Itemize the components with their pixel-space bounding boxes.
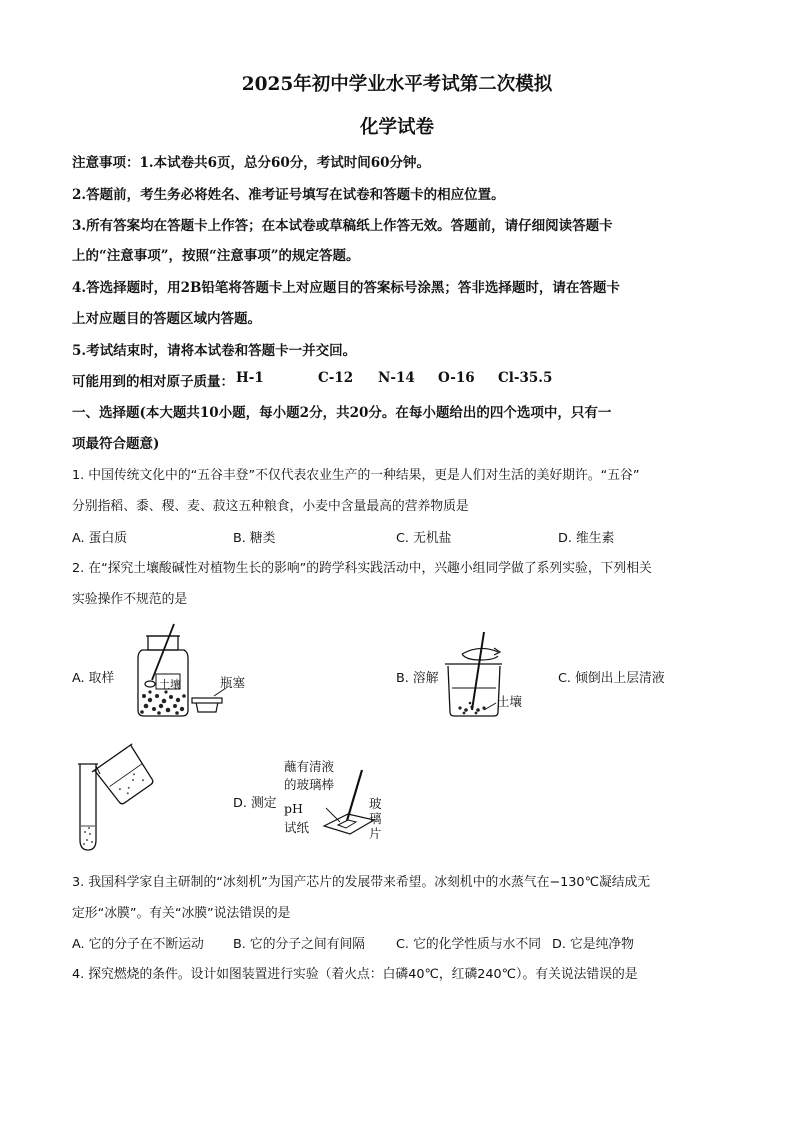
atomic-mass-cl: Cl-35.5 xyxy=(498,370,553,386)
atomic-mass-c: C-12 xyxy=(318,370,354,386)
q1-option-a: A. 蛋白质 xyxy=(72,531,128,546)
q1-stem-line-1: 1. 中国传统文化中的“五谷丰登”不仅代表农业生产的一种结果，更是人们对生活的美好期许。“五谷” xyxy=(72,468,640,483)
atomic-mass-n: N-14 xyxy=(378,370,415,386)
ph-paper-label-2: 试纸 xyxy=(284,820,310,835)
pouring-liquid-figure xyxy=(66,744,156,854)
atomic-mass-o: O-16 xyxy=(438,370,475,386)
q2-option-d: D. 测定 xyxy=(233,796,277,811)
q3-option-c: C. 它的化学性质与水不同 xyxy=(396,937,542,952)
q1-option-b: B. 糖类 xyxy=(233,531,276,546)
notice-line-5: 4.答选择题时，用2B铅笔将答题卡上对应题目的答案标号涂黑；答非选择题时，请在答题卡 xyxy=(72,280,620,296)
q1-option-d: D. 维生素 xyxy=(558,531,615,546)
glass-plate-label-3: 片 xyxy=(369,826,382,841)
q3-stem-line-2: 定形“冰膜”。有关“冰膜”说法错误的是 xyxy=(72,906,291,921)
q2-option-c: C. 倾倒出上层清液 xyxy=(558,671,665,686)
section1-heading-line-2: 项最符合题意) xyxy=(72,436,160,452)
q1-option-c: C. 无机盐 xyxy=(396,531,452,546)
exam-subtitle: 化学试卷 xyxy=(359,117,434,138)
q2-stem-line-1: 2. 在“探究土壤酸碱性对植物生长的影响”的跨学科实践活动中，兴趣小组同学做了系列实验，下列相关 xyxy=(72,561,652,576)
notice-line-2: 2.答题前，考生务必将姓名、准考证号填写在试卷和答题卡的相应位置。 xyxy=(72,187,505,203)
q2-stem-line-2: 实验操作不规范的是 xyxy=(72,592,188,607)
atomic-mass-h: H-1 xyxy=(236,370,264,386)
notice-line-4: 上的“注意事项”，按照“注意事项”的规定答题。 xyxy=(72,248,360,264)
sampling-jar-figure xyxy=(130,622,240,722)
glass-rod-label-2: 的玻璃棒 xyxy=(284,777,335,792)
q3-option-b: B. 它的分子之间有间隔 xyxy=(233,937,366,952)
notice-line-6: 上对应题目的答题区域内答题。 xyxy=(72,311,261,327)
soil-jar-label: 土壤 xyxy=(159,678,181,691)
glass-plate-label-2: 璃 xyxy=(369,811,382,826)
ph-paper-label-1: pH xyxy=(284,801,303,816)
q2-option-b: B. 溶解 xyxy=(396,671,439,686)
q3-option-a: A. 它的分子在不断运动 xyxy=(72,937,204,952)
section1-heading-line-1: 一、选择题(本大题共10小题，每小题2分，共20分。在每小题给出的四个选项中，只有一 xyxy=(72,405,612,421)
notice-line-3: 3.所有答案均在答题卡上作答；在本试卷或草稿纸上作答无效。答题前，请仔细阅读答题卡 xyxy=(72,218,613,234)
exam-title: 2025年初中学业水平考试第二次模拟 xyxy=(241,74,553,95)
glass-rod-label-1: 蘸有清液 xyxy=(284,759,335,774)
glass-plate-label-1: 玻 xyxy=(369,796,382,811)
q3-stem-line-1: 3. 我国科学家自主研制的“冰刻机”为国产芯片的发展带来希望。冰刻机中的水蒸气在−130℃凝结成无 xyxy=(72,875,651,890)
q2-option-a: A. 取样 xyxy=(72,671,115,686)
q1-stem-line-2: 分别指稻、黍、稷、麦、菽这五种粮食，小麦中含量最高的营养物质是 xyxy=(72,499,469,514)
q3-option-d: D. 它是纯净物 xyxy=(552,937,634,952)
atomic-mass-label: 可能用到的相对原子质量： xyxy=(72,374,234,390)
notice-line-7: 5.考试结束时，请将本试卷和答题卡一并交回。 xyxy=(72,343,357,359)
q4-stem-line-1: 4. 探究燃烧的条件。设计如图装置进行实验（着火点：白磷40℃，红磷240℃）。有关说法错误的是 xyxy=(72,967,638,982)
stopper-label: 瓶塞 xyxy=(220,675,246,690)
soil-beaker-label: 土壤 xyxy=(497,694,523,709)
notice-line-1: 注意事项：1.本试卷共6页，总分60分，考试时间60分钟。 xyxy=(72,155,431,171)
